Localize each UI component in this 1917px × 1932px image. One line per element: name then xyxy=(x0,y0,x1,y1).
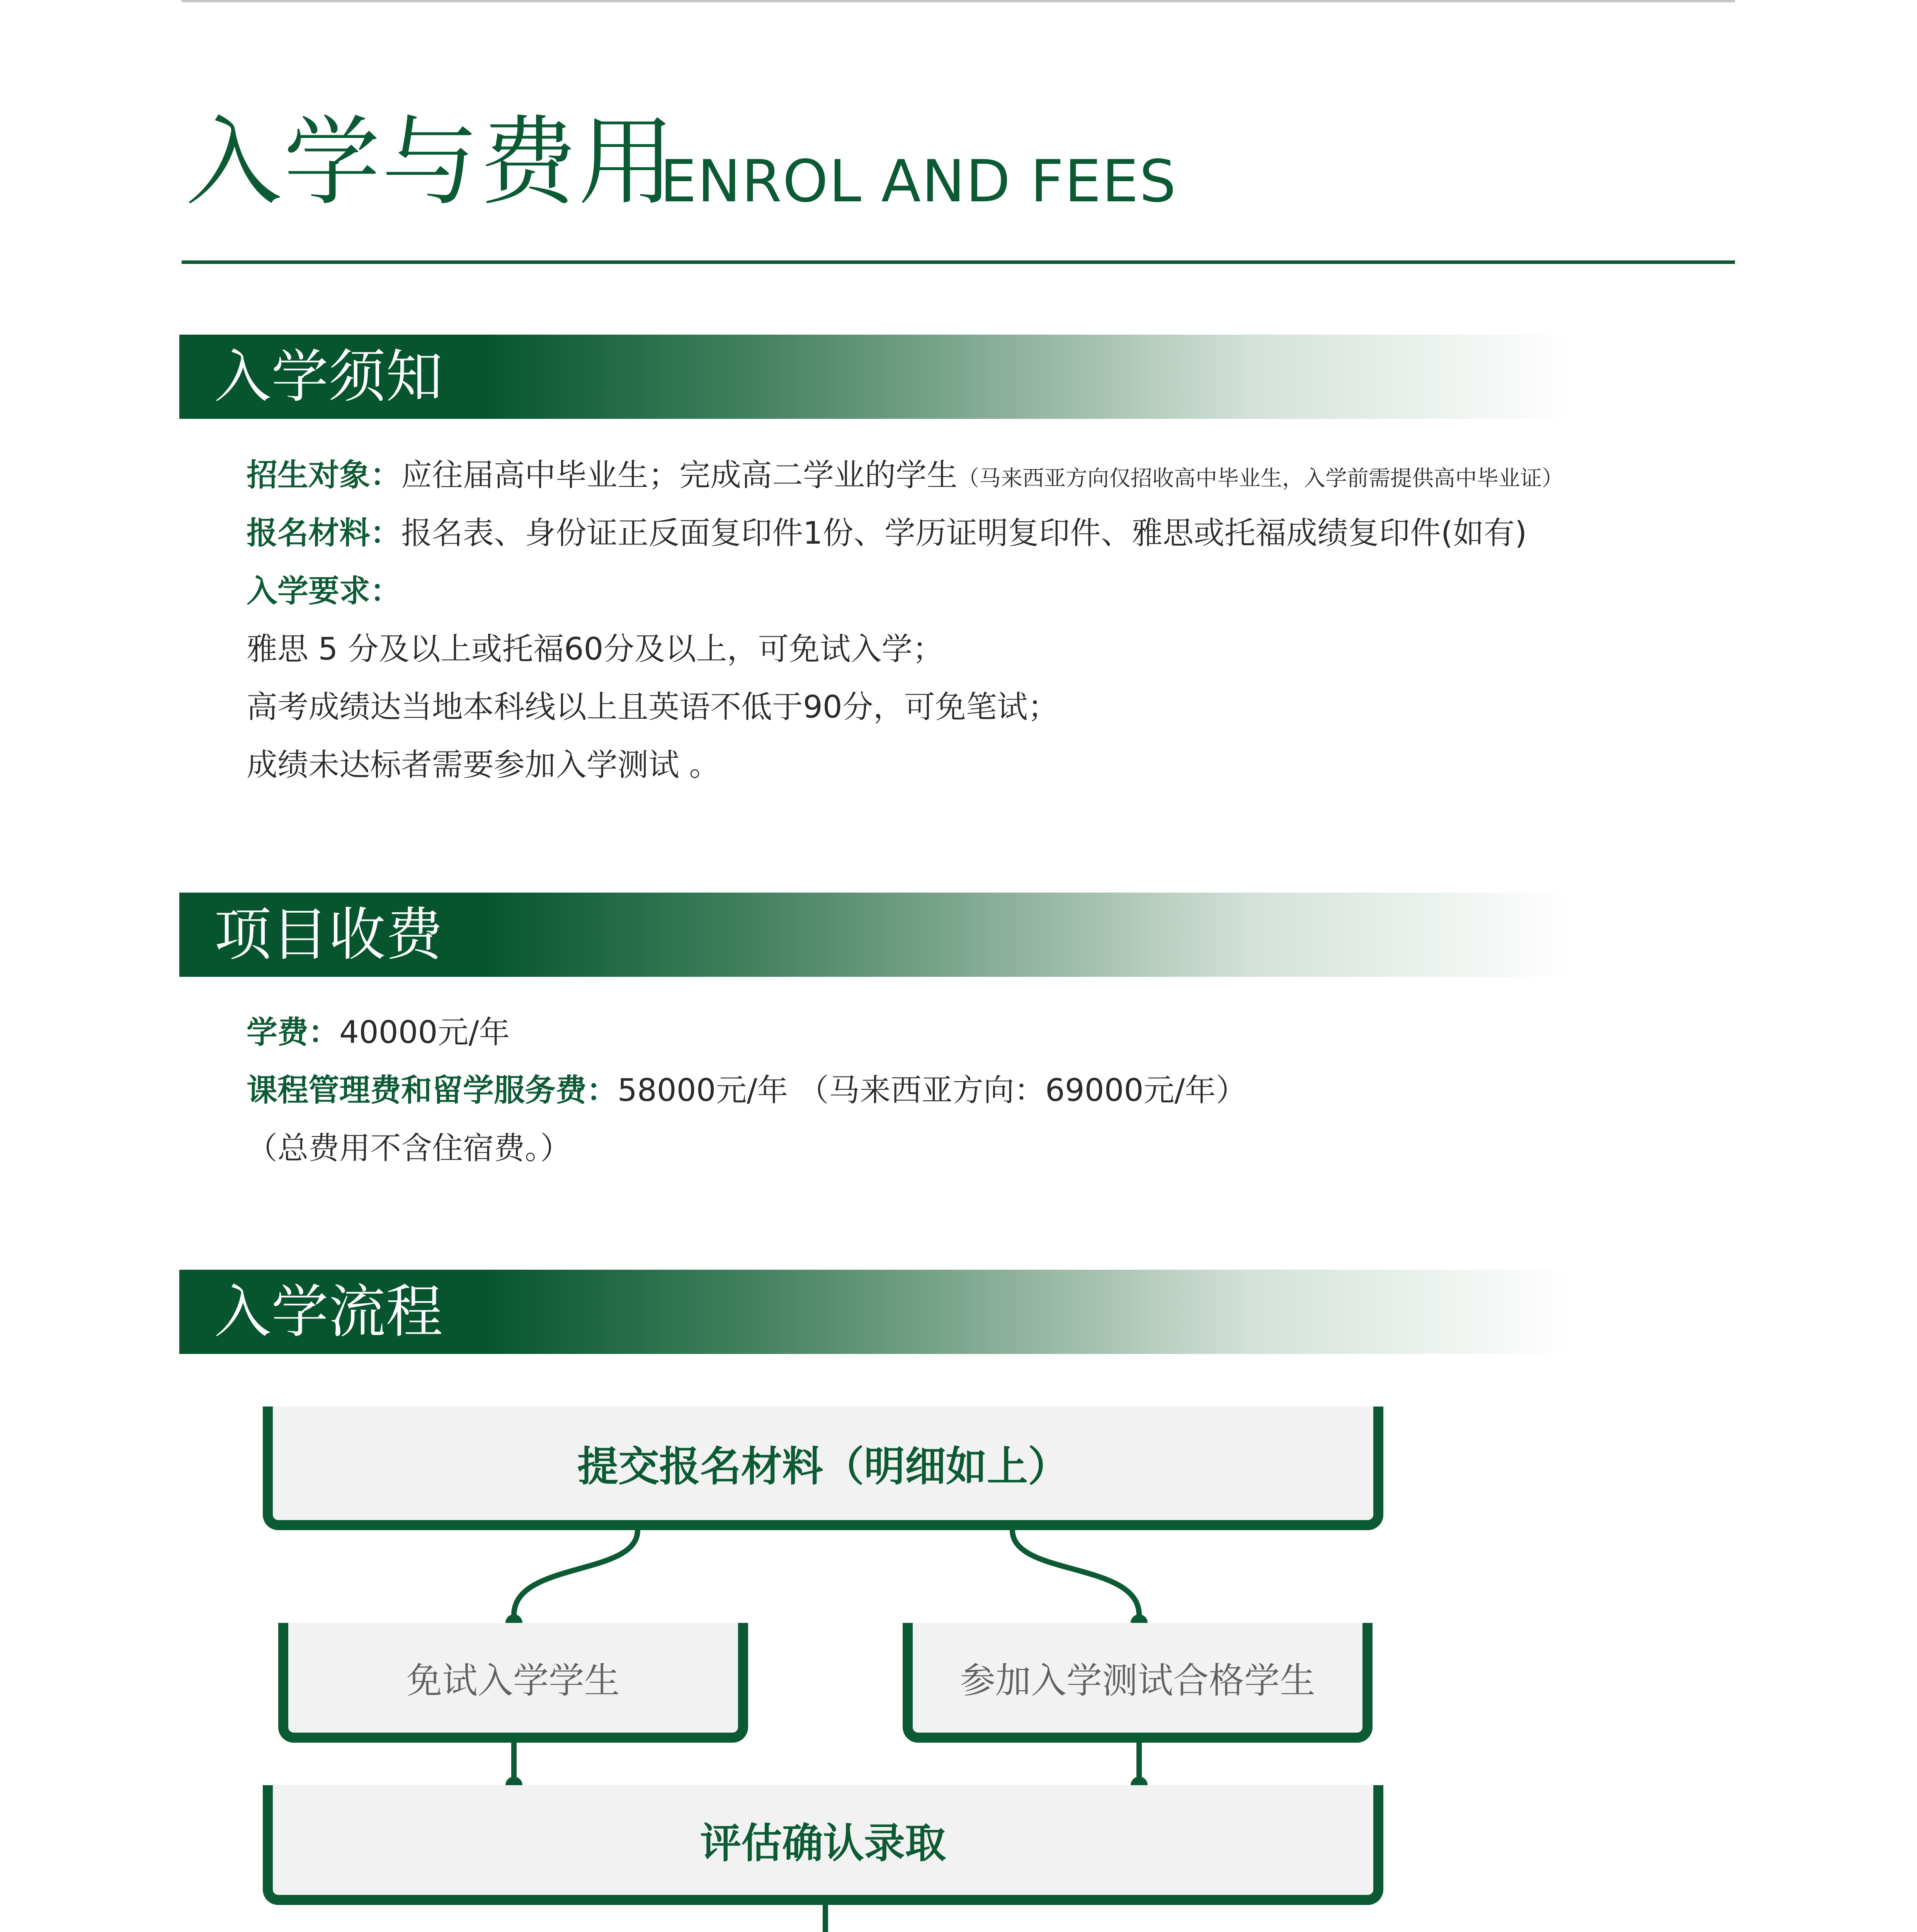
step-evaluate-label: 评估确认录取 xyxy=(700,1820,946,1867)
target-note: （马来西亚方向仅招收高中毕业生，入学前需提供高中毕业证） xyxy=(958,466,1563,491)
connector-submit-tested xyxy=(1012,1530,1139,1615)
step-exempt-label: 免试入学学生 xyxy=(406,1660,620,1701)
step-tested xyxy=(903,1623,1373,1743)
fees-note: （总费用不含住宿费。） xyxy=(247,1130,571,1166)
section-heading-admission: 入学须知 xyxy=(214,344,443,410)
service-fee-label: 课程管理费和留学服务费： xyxy=(247,1072,617,1108)
page-title-en: ENROL AND FEES xyxy=(660,148,1177,215)
step-evaluate xyxy=(263,1785,1383,1905)
service-fee-text: 58000元/年 （马来西亚方向：69000元/年） xyxy=(617,1072,1247,1108)
connector-submit-exempt xyxy=(514,1530,638,1615)
step-exempt xyxy=(278,1623,748,1743)
materials-text: 报名表、身份证正反面复印件1份、学历证明复印件、雅思或托福成绩复印件(如有) xyxy=(401,515,1527,551)
page-title-cn: 入学与费用 xyxy=(185,106,676,218)
step-tested-label: 参加入学测试合格学生 xyxy=(959,1660,1315,1701)
tuition-text: 40000元/年 xyxy=(339,1014,510,1050)
step-submit xyxy=(263,1406,1383,1530)
requirement-item: 成绩未达标者需要参加入学测试 。 xyxy=(247,747,720,783)
target-label: 招生对象： xyxy=(247,457,401,493)
requirement-item: 雅思 5 分及以上或托福60分及以上，可免试入学； xyxy=(247,631,944,667)
tuition-label: 学费： xyxy=(247,1014,339,1050)
requirement-item: 高考成绩达当地本科线以上且英语不低于90分，可免笔试； xyxy=(247,689,1059,725)
section-heading-process: 入学流程 xyxy=(214,1279,443,1345)
target-text: 应往届高中毕业生；完成高二学业的学生 xyxy=(401,457,958,493)
materials-label: 报名材料： xyxy=(247,515,401,551)
step-submit-label: 提交报名材料（明细如上） xyxy=(577,1443,1069,1490)
requirements-label: 入学要求： xyxy=(247,573,401,609)
section-heading-fees: 项目收费 xyxy=(214,901,443,968)
